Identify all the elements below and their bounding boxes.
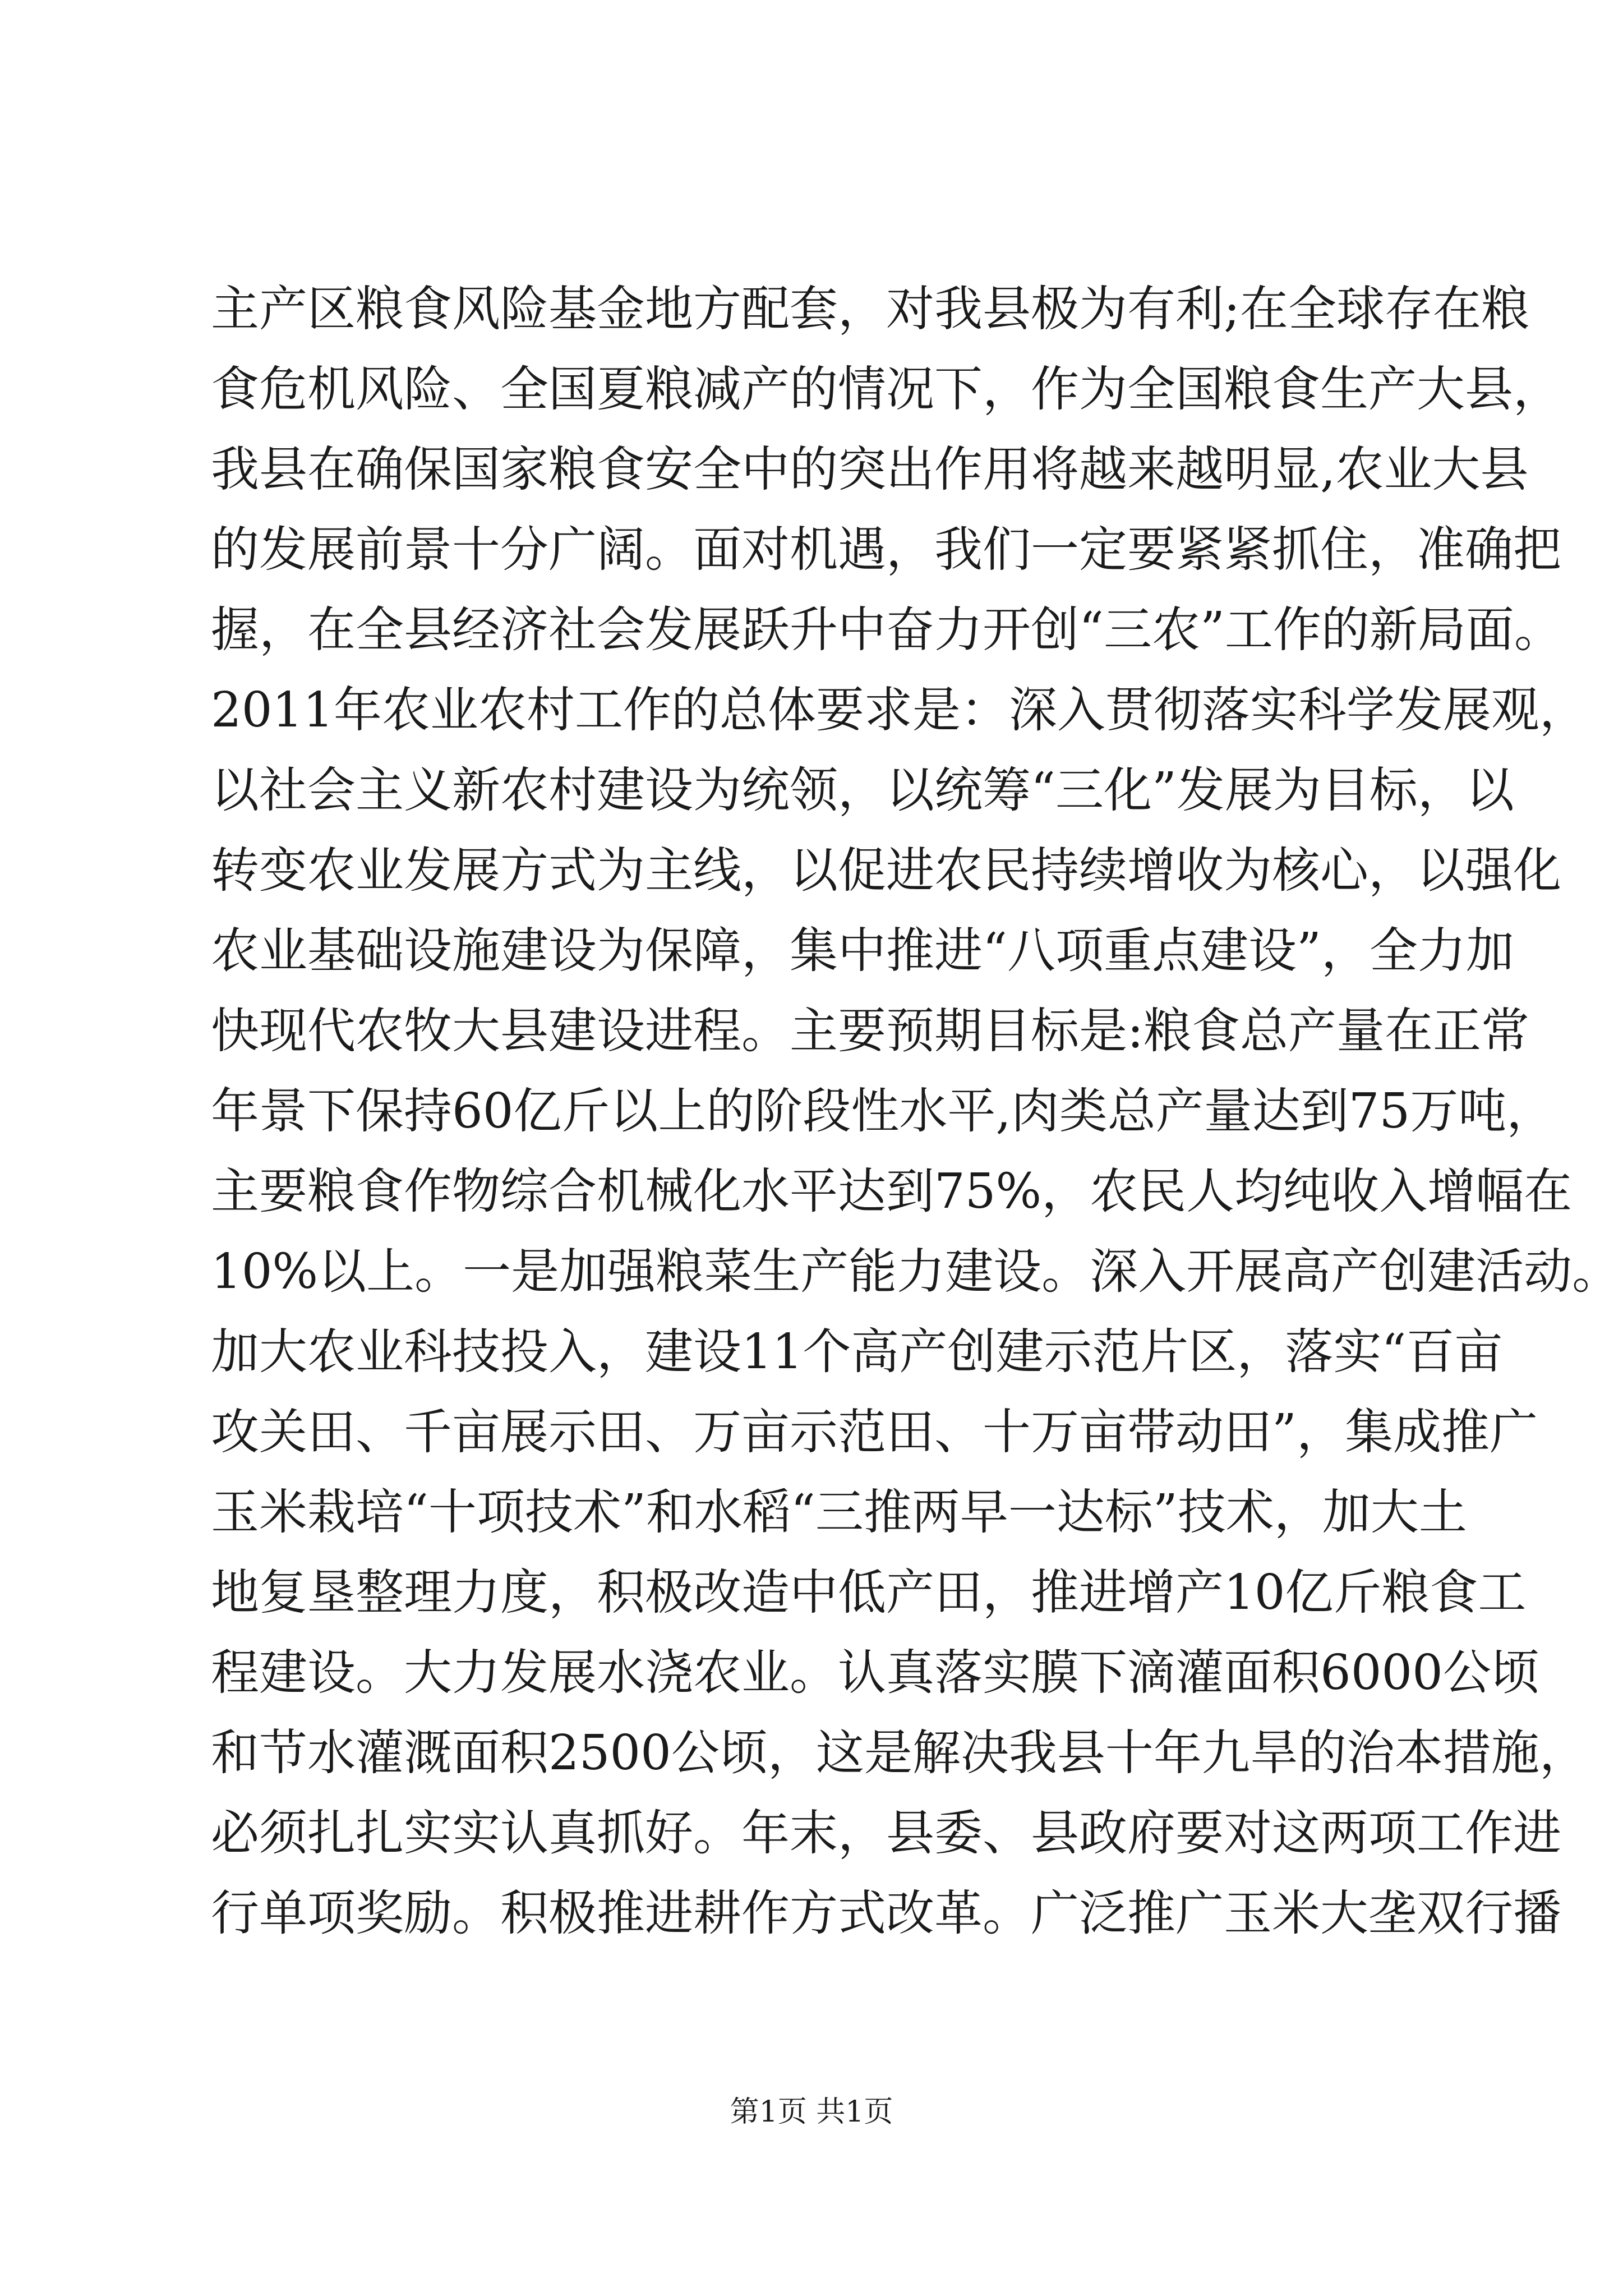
- text-line: 转变农业发展方式为主线，以促进农民持续增收为核心，以强化: [211, 843, 1561, 899]
- text-line: 程建设。大力发展水浇农业。认真落实膜下滴灌面积6000公顷: [211, 1645, 1539, 1701]
- text-line: 行单项奖励。积极推进耕作方式改革。广泛推广玉米大垄双行播: [211, 1885, 1561, 1941]
- text-line: 和节水灌溉面积2500公顷，这是解决我县十年九旱的治本措施，: [211, 1725, 1588, 1781]
- text-line: 加大农业科技投入，建设11个高产创建示范片区，落实“百亩: [211, 1324, 1503, 1380]
- text-line: 玉米栽培“十项技术”和水稻“三推两早一达标”技术，加大土: [211, 1484, 1467, 1540]
- text-line: 食危机风险、全国夏粮减产的情况下，作为全国粮食生产大县，: [211, 361, 1561, 417]
- page-number: 第1页 共1页: [730, 2095, 893, 2129]
- text-line: 主要粮食作物综合机械化水平达到75%，农民人均纯收入增幅在: [211, 1163, 1573, 1220]
- text-line: 我县在确保国家粮食安全中的突出作用将越来越明显,农业大县: [211, 441, 1529, 498]
- text-line: 年景下保持60亿斤以上的阶段性水平,肉类总产量达到75万吨，: [211, 1083, 1555, 1139]
- text-line: 的发展前景十分广阔。面对机遇，我们一定要紧紧抓住，准确把: [211, 522, 1561, 578]
- text-line: 主产区粮食风险基金地方配套，对我县极为有利;在全球存在粮: [211, 281, 1529, 337]
- text-line: 以社会主义新农村建设为统领，以统筹“三化”发展为目标，以: [211, 762, 1514, 818]
- text-line: 攻关田、千亩展示田、万亩示范田、十万亩带动田”，集成推广: [211, 1404, 1538, 1460]
- body-paragraph: [211, 269, 1621, 1954]
- text-line: 农业基础设施建设为保障，集中推进“八项重点建设”，全力加: [211, 923, 1514, 979]
- page-footer: [0, 2092, 1623, 2132]
- text-line: 2011年农业农村工作的总体要求是：深入贯彻落实科学发展观，: [211, 682, 1588, 738]
- text-line: 快现代农牧大县建设进程。主要预期目标是:粮食总产量在正常: [211, 1003, 1529, 1059]
- text-line: 10%以上。一是加强粮菜生产能力建设。深入开展高产创建活动。: [211, 1244, 1621, 1300]
- text-line: 握，在全县经济社会发展跃升中奋力开创“三农”工作的新局面。: [211, 602, 1562, 658]
- text-line: 地复垦整理力度，积极改造中低产田，推进增产10亿斤粮食工: [211, 1565, 1527, 1621]
- text-line: 必须扎扎实实认真抓好。年末，县委、县政府要对这两项工作进: [211, 1805, 1561, 1861]
